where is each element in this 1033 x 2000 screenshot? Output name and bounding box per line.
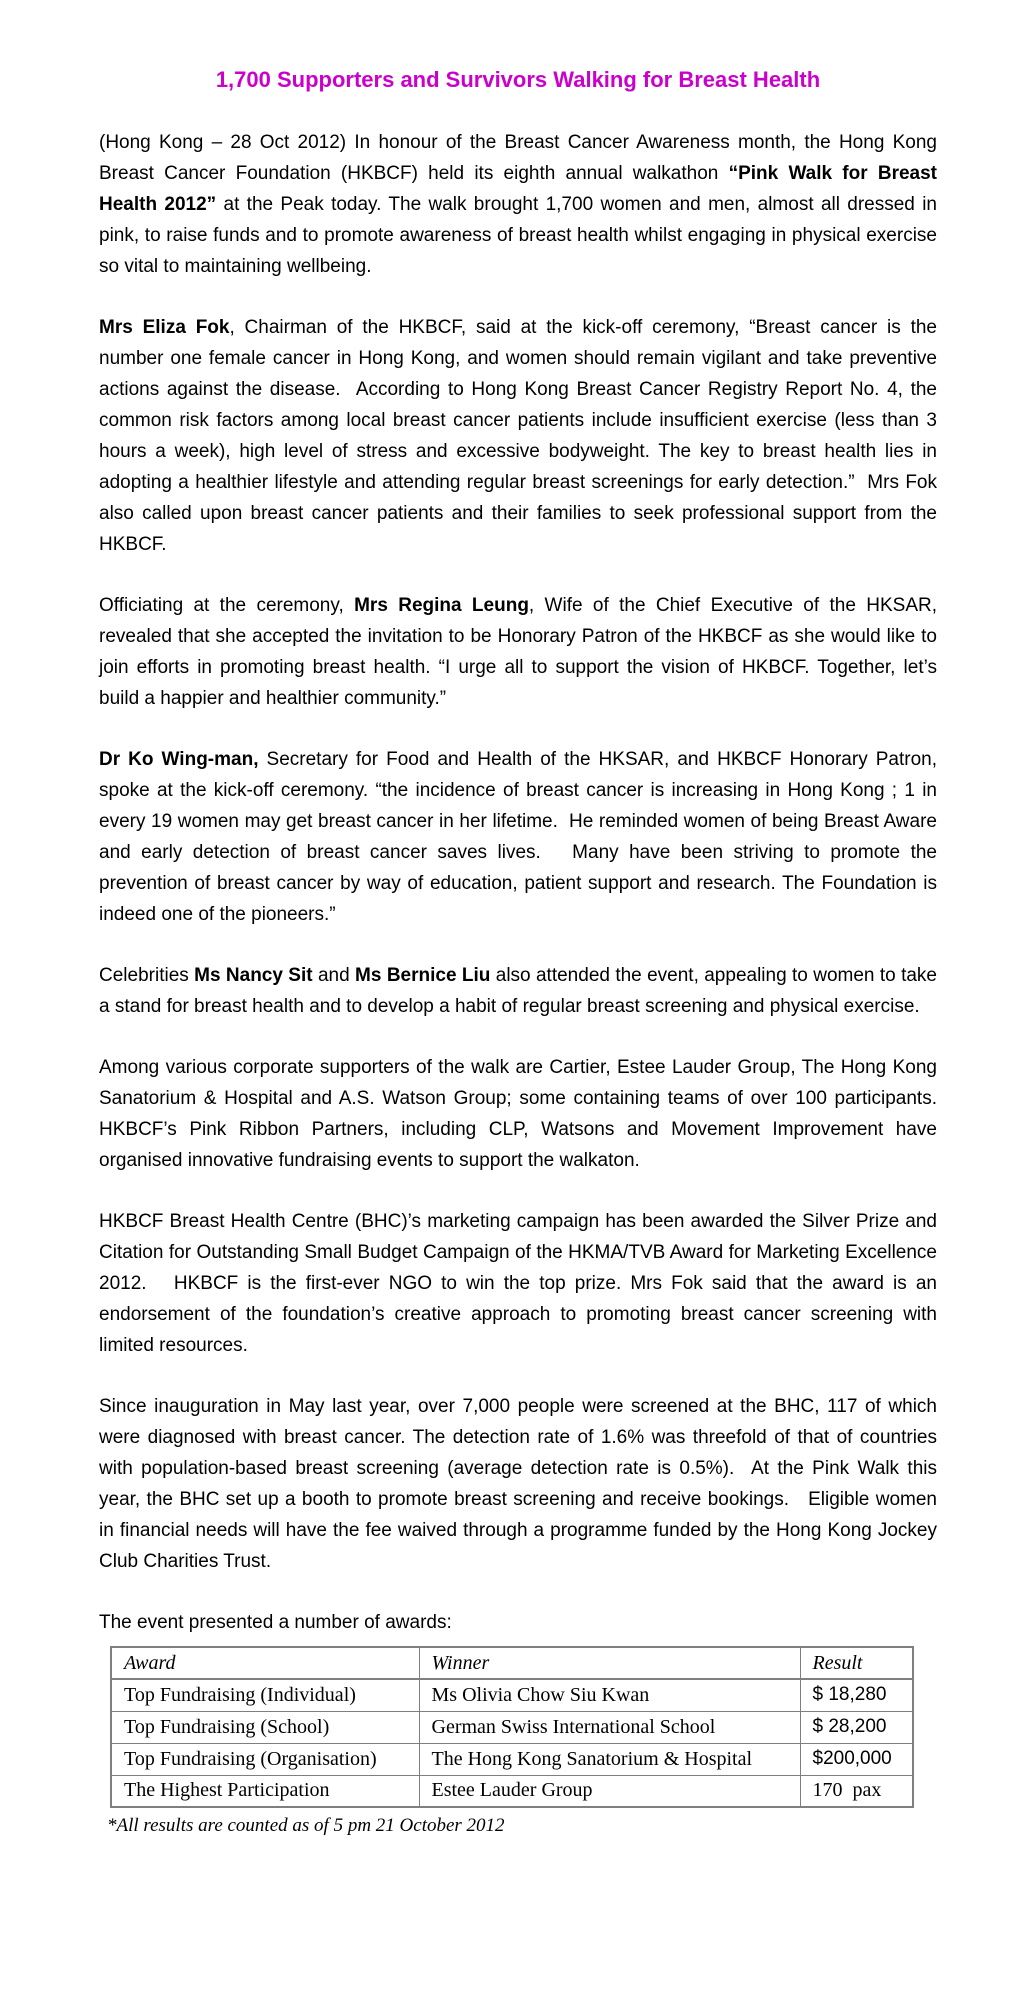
result-cell: 170 pax bbox=[800, 1775, 913, 1807]
paragraph-regina-leung: Officiating at the ceremony, Mrs Regina Leung, Wife of the Chief Executive of the HKSAR, revealed that she accepted the invitation to be Honorary Patron of the HKBCF as she would like to join efforts in promoting breast health. “I urge all to support the vision of HKBCF. Together, let’s build a happier and healthier community.” bbox=[99, 595, 937, 709]
paragraph-eliza-fok: Mrs Eliza Fok, Chairman of the HKBCF, said at the kick-off ceremony, “Breast cancer is the number one female cancer in Hong Kong, and women should remain vigilant and take preventive actions against the disease. According to Hong Kong Breast Cancer Registry Report No. 4, the common risk factors among local breast cancer patients include insufficient exercise (less than 3 hours a week), high level of stress and excessive bodyweight. The key to breast health lies in adopting a healthier lifestyle and attending regular breast screenings for early detection.” Mrs Fok also called upon breast cancer patients and their families to seek professional support from the HKBCF. bbox=[99, 317, 937, 555]
award-cell: Top Fundraising (School) bbox=[111, 1711, 419, 1743]
page-title: 1,700 Supporters and Survivors Walking for Breast Health bbox=[215, 67, 821, 92]
result-cell: $ 28,200 bbox=[800, 1711, 913, 1743]
paragraph-celebrities: Celebrities Ms Nancy Sit and Ms Bernice Liu also attended the event, appealing to women to take a stand for breast health and to develop a habit of regular breast screening and physical exercise. bbox=[99, 965, 937, 1017]
column-header-result: Result bbox=[800, 1647, 913, 1679]
winner-cell: The Hong Kong Sanatorium & Hospital bbox=[419, 1743, 800, 1775]
paragraph-intro: (Hong Kong – 28 Oct 2012) In honour of the Breast Cancer Awareness month, the Hong Kong Breast Cancer Foundation (HKBCF) held its eighth annual walkathon “Pink Walk for Breast Health 2012” at the Peak today. The walk brought 1,700 women and men, almost all dressed in pink, to raise funds and to promote awareness of breast health whilst engaging in physical exercise so vital to maintaining wellbeing. bbox=[99, 132, 937, 277]
paragraph-supporters: Among various corporate supporters of the walk are Cartier, Estee Lauder Group, The Hong Kong Sanatorium & Hospital and A.S. Watson Group; some containing teams of over 100 participants. HKBCF’s Pink Ribbon Partners, including CLP, Watsons and Movement Improvement have organised innovative fundraising events to support the walkaton. bbox=[99, 1057, 937, 1171]
table-row bbox=[111, 1679, 913, 1711]
table-row bbox=[111, 1743, 913, 1775]
paragraph-bhc-award: HKBCF Breast Health Centre (BHC)’s marketing campaign has been awarded the Silver Prize and Citation for Outstanding Small Budget Campaign of the HKMA/TVB Award for Marketing Excellence 2012. HKBCF is the first-ever NGO to win the top prize. Mrs Fok said that the award is an endorsement of the foundation’s creative approach to promoting breast cancer screening with limited resources. bbox=[99, 1211, 937, 1356]
winner-cell: Ms Olivia Chow Siu Kwan bbox=[419, 1679, 800, 1711]
awards-footnote: *All results are counted as of 5 pm 21 October 2012 bbox=[107, 1815, 505, 1836]
paragraph-screening: Since inauguration in May last year, over 7,000 people were screened at the BHC, 117 of which were diagnosed with breast cancer. The detection rate of 1.6% was threefold of that of countries with population-based breast screening (average detection rate is 0.5%). At the Pink Walk this year, the BHC set up a booth to promote breast screening and receive bookings. Eligible women in financial needs will have the fee waived through a programme funded by the Hong Kong Jockey Club Charities Trust. bbox=[99, 1396, 937, 1572]
winner-cell: Estee Lauder Group bbox=[419, 1775, 800, 1807]
column-header-award: Award bbox=[111, 1647, 419, 1679]
table-row bbox=[111, 1711, 913, 1743]
awards-table bbox=[110, 1646, 914, 1808]
winner-cell: German Swiss International School bbox=[419, 1711, 800, 1743]
awards-header-row bbox=[111, 1647, 913, 1679]
column-header-winner: Winner bbox=[419, 1647, 800, 1679]
award-cell: The Highest Participation bbox=[111, 1775, 419, 1807]
award-cell: Top Fundraising (Individual) bbox=[111, 1679, 419, 1711]
awards-intro: The event presented a number of awards: bbox=[99, 1612, 452, 1633]
result-cell: $ 18,280 bbox=[800, 1679, 913, 1711]
award-cell: Top Fundraising (Organisation) bbox=[111, 1743, 419, 1775]
table-row bbox=[111, 1775, 913, 1807]
result-cell: $200,000 bbox=[800, 1743, 913, 1775]
paragraph-ko-wing-man: Dr Ko Wing-man, Secretary for Food and Health of the HKSAR, and HKBCF Honorary Patron, spoke at the kick-off ceremony. “the incidence of breast cancer is increasing in Hong Kong ; 1 in every 19 women may get breast cancer in her lifetime. He reminded women of being Breast Aware and early detection of breast cancer saves lives. Many have been striving to promote the prevention of breast cancer by way of education, patient support and research. The Foundation is indeed one of the pioneers.” bbox=[99, 749, 938, 925]
